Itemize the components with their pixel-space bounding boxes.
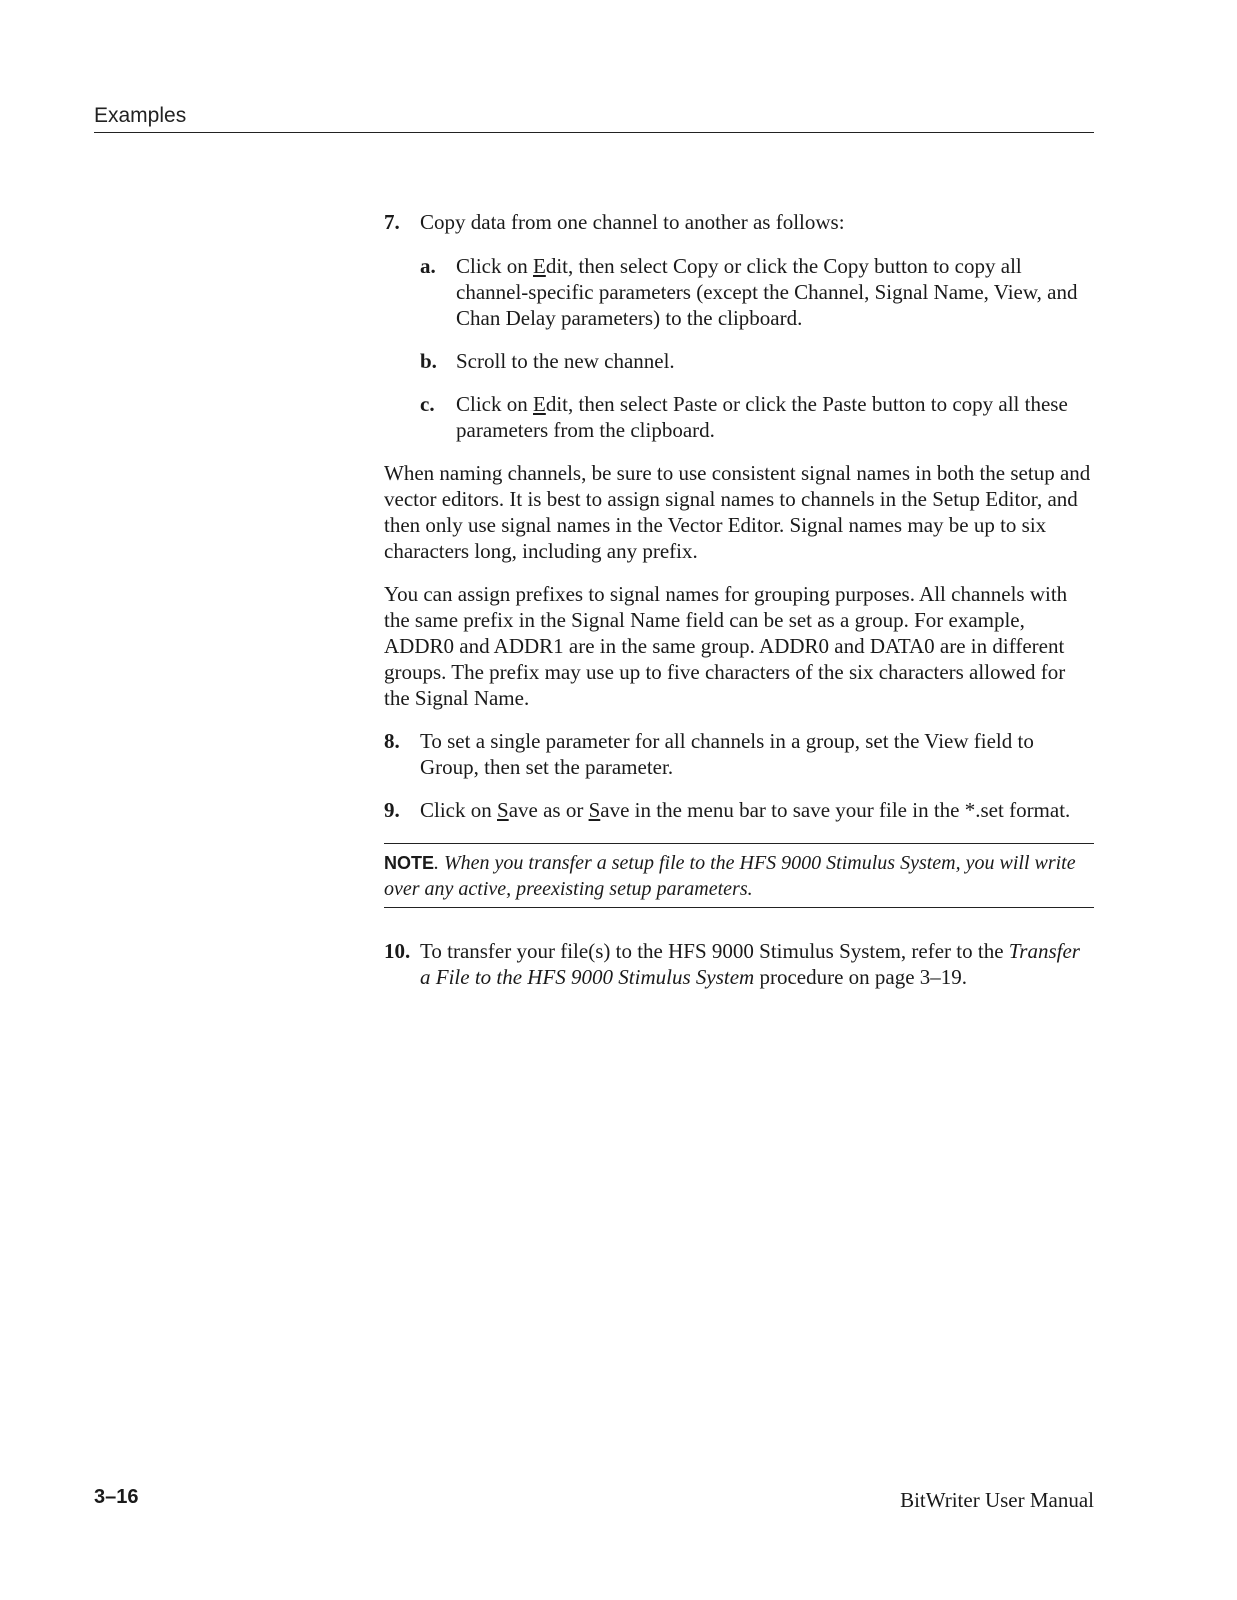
step-text: To set a single parameter for all channels in a group, set the View field to Group, then set the parameter. bbox=[420, 729, 1034, 779]
step-9 bbox=[384, 797, 1094, 823]
manual-title: BitWriter User Manual bbox=[900, 1488, 1094, 1512]
page-number: 3–16 bbox=[94, 1486, 139, 1508]
note-label: NOTE bbox=[384, 853, 435, 873]
menu-name-rest: ave bbox=[600, 798, 630, 822]
menu-accelerator: S bbox=[497, 798, 509, 822]
page-content bbox=[384, 209, 1094, 1007]
substep-text: , then select Copy or click the Copy button to copy all channel-specific parameters (except the Channel, Signal Name, View, and Chan Delay parameters) to the clipboard. bbox=[456, 254, 1078, 330]
substep-b bbox=[420, 348, 1094, 374]
substep-c bbox=[420, 391, 1094, 443]
step-number: 10. bbox=[384, 939, 411, 963]
step-text: or bbox=[560, 798, 589, 822]
substep-text: , then select Paste or click the Paste button to copy all these parameters from the clipboard. bbox=[456, 392, 1068, 442]
substep-text: Click on bbox=[456, 254, 533, 278]
substep-a bbox=[420, 253, 1094, 331]
note-box bbox=[384, 843, 1094, 908]
menu-accelerator: E bbox=[533, 254, 546, 278]
substep-letter: b. bbox=[420, 349, 437, 373]
running-header: Examples bbox=[94, 104, 187, 127]
paragraph-naming-channels: When naming channels, be sure to use consistent signal names in both the setup and vector editors. It is best to assign signal names to channels in the Setup Editor, and then only use signal names in the Vector Editor. Signal names may be up to six characters long, including any prefix. bbox=[384, 461, 1091, 563]
step-text: Click on bbox=[420, 798, 497, 822]
menu-name-rest: ave as bbox=[508, 798, 561, 822]
step-10 bbox=[384, 938, 1094, 990]
substep-text: Scroll to the new channel. bbox=[456, 349, 675, 373]
step-text: in the menu bar to save your file in the *.set format. bbox=[629, 798, 1071, 822]
header-rule bbox=[94, 132, 1094, 133]
menu-name-rest: dit bbox=[545, 254, 568, 278]
menu-name-rest: dit bbox=[545, 392, 568, 416]
menu-accelerator: E bbox=[533, 392, 546, 416]
note-text: . When you transfer a setup file to the HFS 9000 Stimulus System, you will write over any active, preexisting setup parameters. bbox=[384, 852, 1076, 900]
substep-text: Click on bbox=[456, 392, 533, 416]
step-7 bbox=[384, 209, 1094, 443]
step-8 bbox=[384, 728, 1094, 780]
substep-letter: c. bbox=[420, 392, 435, 416]
step-number: 9. bbox=[384, 798, 400, 822]
substep-letter: a. bbox=[420, 254, 436, 278]
step-text: To transfer your file(s) to the HFS 9000 Stimulus System, refer to the bbox=[420, 939, 1009, 963]
substep-list bbox=[420, 253, 1094, 443]
step-text: Copy data from one channel to another as follows: bbox=[420, 210, 845, 234]
procedure-reference: Transfer a File to the HFS 9000 Stimulus System bbox=[420, 939, 1080, 989]
step-number: 7. bbox=[384, 210, 400, 234]
step-number: 8. bbox=[384, 729, 400, 753]
menu-accelerator: S bbox=[588, 798, 601, 822]
paragraph-prefixes: You can assign prefixes to signal names for grouping purposes. All channels with the same prefix in the Signal Name field can be set as a group. For example, ADDR0 and ADDR1 are in the same group. ADDR0 and DATA0 are in different groups. The prefix may use up to five characters of the six characters allowed for the Signal Name. bbox=[384, 582, 1068, 710]
step-text: procedure on page 3–19. bbox=[754, 965, 968, 989]
